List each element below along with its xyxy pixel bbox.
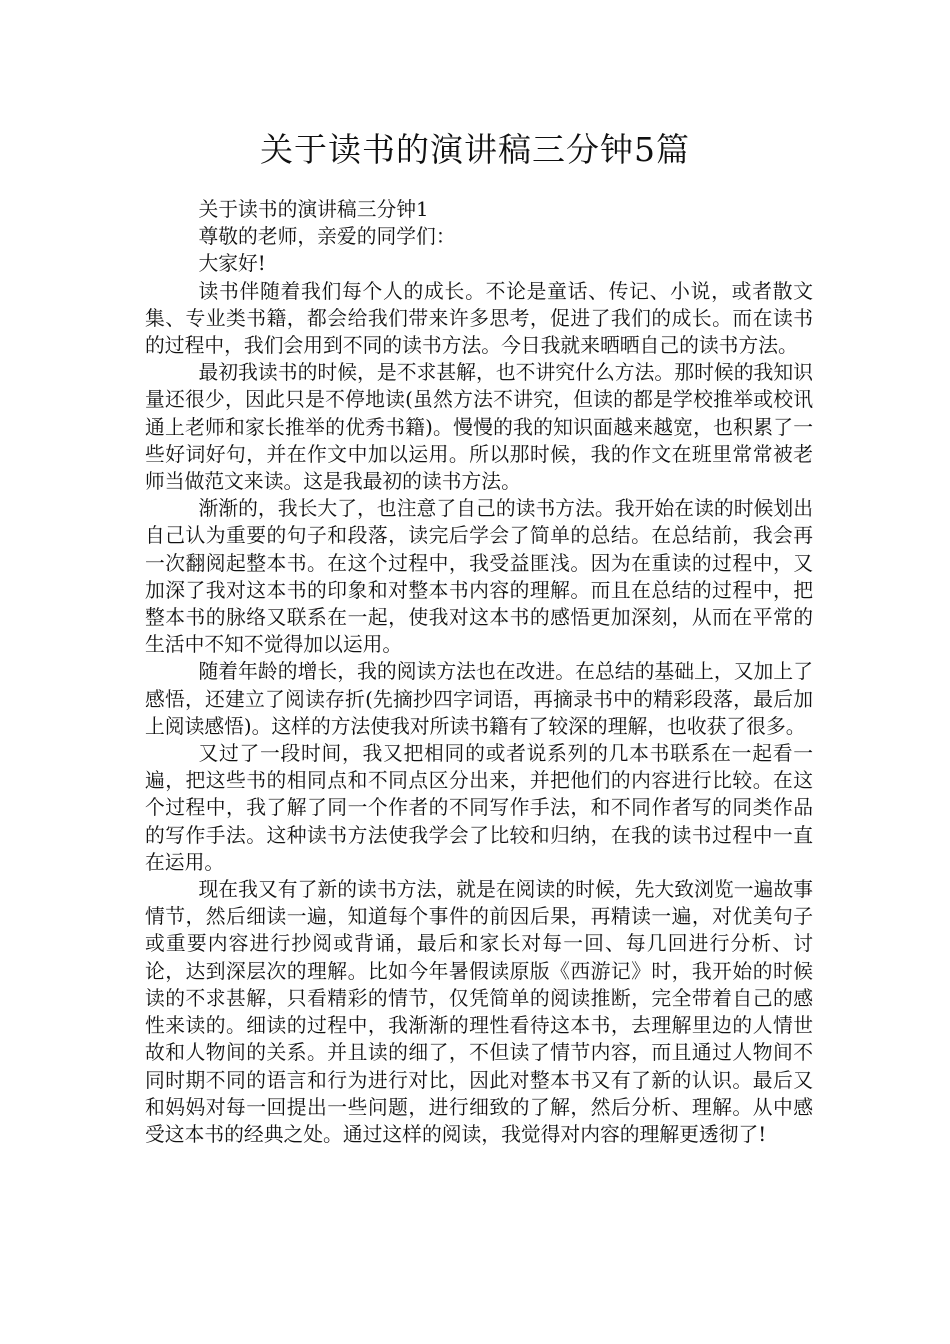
paragraph-body: 最初我读书的时候，是不求甚解，也不讲究什么方法。那时候的我知识量还很少，因此只是不停地读(虽然方法不讲究，但读的都是学校推举或校讯通上老师和家长推举的优秀书籍)。慢慢的我的知识面越来越宽，也积累了一些好词好句，并在作文中加以运用。所以那时候，我的作文在班里常常被老师当做范文来读。这是我最初的读书方法。 [145,361,813,494]
paragraph-body: 随着年龄的增长，我的阅读方法也在改进。在总结的基础上，又加上了感悟，还建立了阅读存折(先摘抄四字词语，再摘录书中的精彩段落，最后加上阅读感悟)。这样的方法使我对所读书籍有了较深的理解，也收获了很多。 [145,660,813,738]
paragraph-body: 现在我又有了新的读书方法，就是在阅读的时候，先大致浏览一遍故事情节，然后细读一遍，知道每个事件的前因后果，再精读一遍，对优美句子或重要内容进行抄阅或背诵，最后和家长对每一回、每几回进行分析、讨论，达到深层次的理解。比如今年暑假读原版《西游记》时，我开始的时候读的不求甚解，只看精彩的情节，仅凭简单的阅读推断，完全带着自己的感性来读的。细读的过程中，我渐渐的理性看待这本书，去理解里边的人情世故和人物间的关系。并且读的细了，不但读了情节内容，而且通过人物间不同时期不同的语言和行为进行对比，因此对整本书又有了新的认识。最后又和妈妈对每一回提出一些问题，进行细致的了解，然后分析、理解。从中感受这本书的经典之处。通过这样的阅读，我觉得对内容的理解更透彻了! [145,878,813,1146]
document-title: 关于读书的演讲稿三分钟5篇 [260,130,690,169]
document-body [145,196,813,1148]
paragraph-greeting: 大家好! [198,252,266,276]
paragraph-body: 读书伴随着我们每个人的成长。不论是童话、传记、小说，或者散文集、专业类书籍，都会给我们带来许多思考，促进了我们的成长。而在读书的过程中，我们会用到不同的读书方法。今日我就来晒晒自己的读书方法。 [145,279,813,358]
paragraph-section-heading: 关于读书的演讲稿三分钟1 [198,198,429,221]
paragraph-body: 渐渐的，我长大了，也注意了自己的读书方法。我开始在读的时候划出自己认为重要的句子和段落，读完后学会了简单的总结。在总结前，我会再一次翻阅起整本书。在这个过程中，我受益匪浅。因为在重读的过程中，又加深了我对这本书的印象和对整本书内容的理解。而且在总结的过程中，把整本书的脉络又联系在一起，使我对这本书的感悟更加深刻，从而在平常的生活中不知不觉得加以运用。 [145,497,813,657]
paragraph-body: 又过了一段时间，我又把相同的或者说系列的几本书联系在一起看一遍，把这些书的相同点和不同点区分出来，并把他们的内容进行比较。在这个过程中，我了解了同一个作者的不同写作手法，和不同作者写的同类作品的写作手法。这种读书方法使我学会了比较和归纳，在我的读书过程中一直在运用。 [145,742,813,874]
paragraph-salutation: 尊敬的老师，亲爱的同学们： [198,225,456,249]
